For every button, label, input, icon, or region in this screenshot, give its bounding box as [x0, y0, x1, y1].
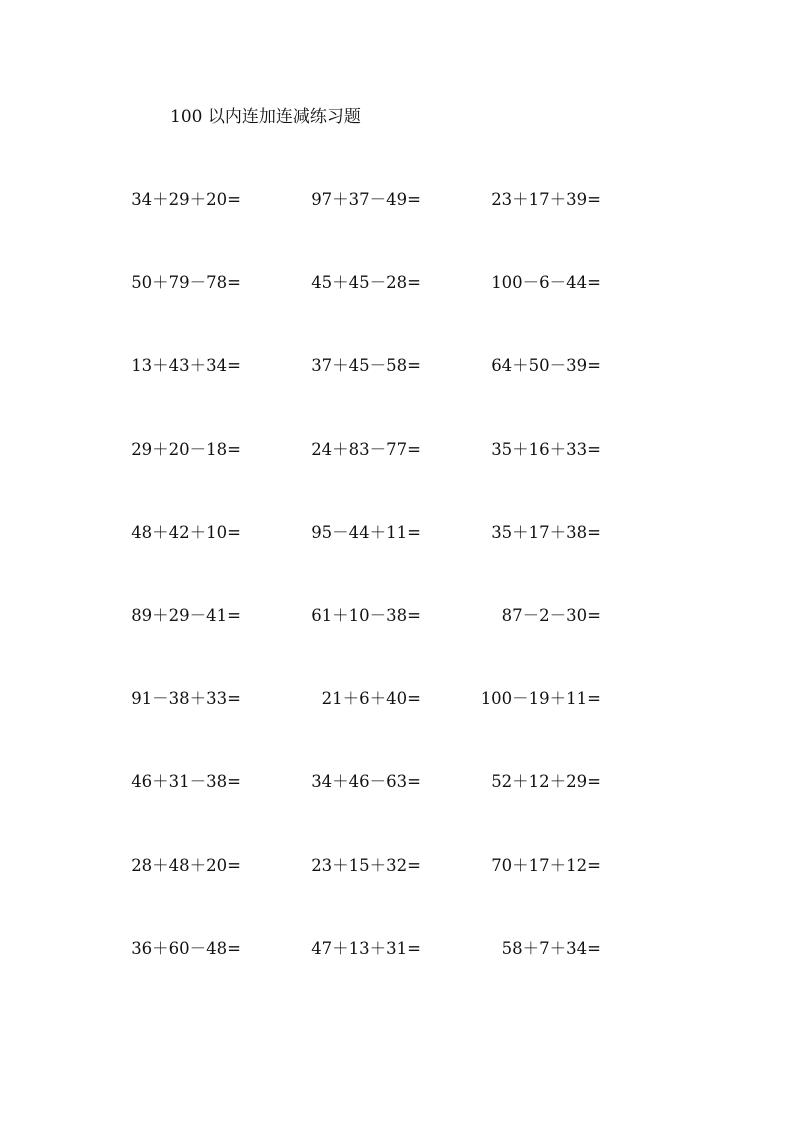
problem-r7-c3: 100－19＋11= — [480, 689, 601, 708]
problem-r8-c2: 34＋46－63= — [311, 772, 421, 791]
problem-r10-c3: 58＋7＋34= — [501, 939, 601, 958]
problem-r4-c1: 29＋20－18= — [131, 440, 241, 459]
problem-r9-c1: 28＋48＋20= — [131, 856, 241, 875]
problem-r8-c3: 52＋12＋29= — [491, 772, 601, 791]
problem-r6-c3: 87－2－30= — [501, 606, 601, 625]
problem-r5-c2: 95－44＋11= — [311, 523, 421, 542]
problem-r6-c2: 61＋10－38= — [311, 606, 421, 625]
problem-r7-c1: 91－38＋33= — [131, 689, 241, 708]
problem-r4-c2: 24＋83－77= — [311, 440, 421, 459]
problem-r1-c2: 97＋37－49= — [311, 190, 421, 209]
problem-r1-c1: 34＋29＋20= — [131, 190, 241, 209]
problem-r6-c1: 89＋29－41= — [131, 606, 241, 625]
problem-r2-c3: 100－6－44= — [491, 273, 601, 292]
problem-r10-c1: 36＋60－48= — [131, 939, 241, 958]
problem-r5-c3: 35＋17＋38= — [491, 523, 601, 542]
page-title: 100 以内连加连减练习题 — [170, 107, 361, 127]
problem-r9-c2: 23＋15＋32= — [311, 856, 421, 875]
problem-r2-c2: 45＋45－28= — [311, 273, 421, 292]
problem-r5-c1: 48＋42＋10= — [131, 523, 241, 542]
problem-r4-c3: 35＋16＋33= — [491, 440, 601, 459]
problem-r8-c1: 46＋31－38= — [131, 772, 241, 791]
problem-r3-c3: 64＋50－39= — [491, 356, 601, 375]
problem-r3-c2: 37＋45－58= — [311, 356, 421, 375]
problem-r3-c1: 13＋43＋34= — [131, 356, 241, 375]
problem-r1-c3: 23＋17＋39= — [491, 190, 601, 209]
problem-r2-c1: 50＋79－78= — [131, 273, 241, 292]
problem-r10-c2: 47＋13＋31= — [311, 939, 421, 958]
problem-r7-c2: 21＋6＋40= — [321, 689, 421, 708]
problem-r9-c3: 70＋17＋12= — [491, 856, 601, 875]
